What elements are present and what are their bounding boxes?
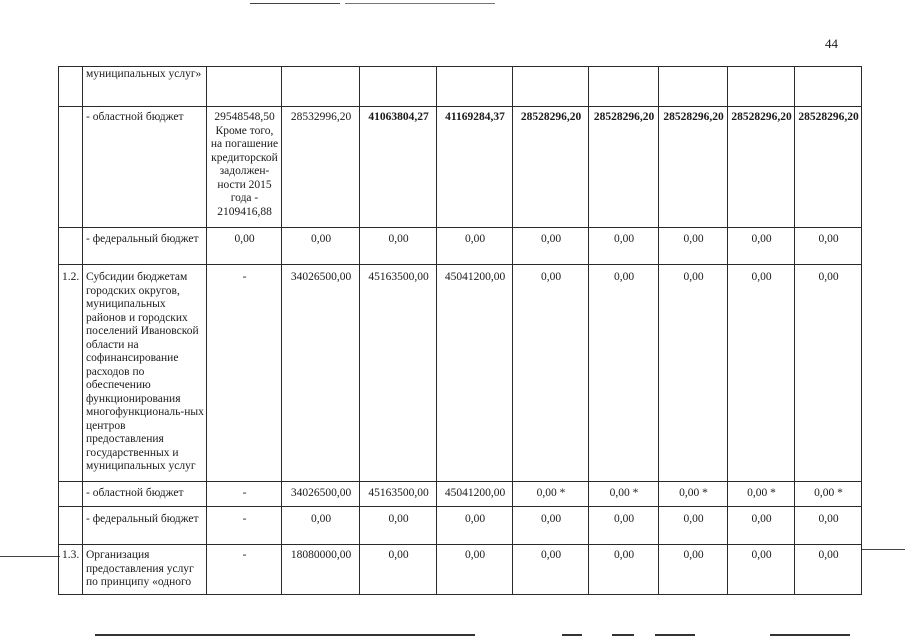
row-number: 1.2. [59,265,83,482]
value-cell: - [207,545,282,595]
value-cell [282,67,360,107]
row-name: муниципальных услуг» [83,67,207,107]
value-cell: 0,00 [589,265,659,482]
row-name: Организация предоставления услуг по принципу «одного [83,545,207,595]
value-cell: 0,00 [795,265,862,482]
value-cell: 0,00 [795,507,862,545]
value-cell: 28528296,20 [513,107,589,228]
row-number [59,507,83,545]
value-cell: 0,00 [513,545,589,595]
scan-artifact-bottom [612,634,634,636]
value-cell: 0,00 [437,545,513,595]
value-cell: 18080000,00 [282,545,360,595]
value-cell: 0,00 [360,228,437,265]
row-name: - областной бюджет [83,107,207,228]
table-row [59,265,862,482]
value-cell: 34026500,00 [282,482,360,507]
value-cell: 0,00 * [659,482,728,507]
value-cell: - [207,265,282,482]
value-cell: 0,00 [728,228,795,265]
value-cell [513,67,589,107]
value-cell: 0,00 [437,228,513,265]
value-cell: 0,00 [513,228,589,265]
row-number [59,67,83,107]
table-row [59,545,862,595]
value-cell [728,67,795,107]
table-row [59,228,862,265]
value-cell: 0,00 [282,507,360,545]
value-cell: 0,00 [659,507,728,545]
table-row [59,482,862,507]
value-cell: 28532996,20 [282,107,360,228]
value-cell: 29548548,50 Кроме того, на погашение кредиторской задолжен-ности 2015 года - 2109416,88 [207,107,282,228]
value-cell: 28528296,20 [795,107,862,228]
value-cell [360,67,437,107]
row-number [59,107,83,228]
scan-artifact-left [0,556,60,557]
value-cell: 45041200,00 [437,482,513,507]
table-row [59,67,862,107]
value-cell: 0,00 [589,507,659,545]
value-cell: 0,00 [728,265,795,482]
value-cell: 0,00 [360,507,437,545]
row-name: - федеральный бюджет [83,507,207,545]
row-number: 1.3. [59,545,83,595]
value-cell [437,67,513,107]
value-cell: 0,00 * [589,482,659,507]
value-cell: 41063804,27 [360,107,437,228]
row-number [59,482,83,507]
scan-artifact-right [862,549,905,550]
value-cell: 0,00 [513,507,589,545]
row-name: Субсидии бюджетам городских округов, муниципальных районов и городских поселений Ивановской области на софинансирование расходов по обеспечению функционирования многофункциональ-ных центров предоставления государственных и муниципальных услуг [83,265,207,482]
value-cell: 0,00 [513,265,589,482]
value-cell [207,67,282,107]
value-cell [589,67,659,107]
row-name: - областной бюджет [83,482,207,507]
scan-artifact-bottom [655,634,695,636]
value-cell: 0,00 [728,507,795,545]
scan-artifact-bottom [770,634,850,636]
table-row [59,107,862,228]
value-cell: 0,00 [589,228,659,265]
value-cell: - [207,482,282,507]
row-name: - федеральный бюджет [83,228,207,265]
row-number [59,228,83,265]
value-cell: 0,00 [795,228,862,265]
value-cell: 0,00 * [728,482,795,507]
value-cell: 0,00 [360,545,437,595]
value-cell: 0,00 [795,545,862,595]
value-cell [659,67,728,107]
value-cell: 41169284,37 [437,107,513,228]
scan-artifact-top [250,3,340,4]
budget-table [58,66,862,595]
value-cell: 0,00 [207,228,282,265]
value-cell: 45163500,00 [360,482,437,507]
value-cell: 45163500,00 [360,265,437,482]
value-cell: 0,00 * [513,482,589,507]
value-cell: 34026500,00 [282,265,360,482]
value-cell: 0,00 [437,507,513,545]
scan-artifact-bottom [562,634,582,636]
value-cell: 0,00 [728,545,795,595]
page-number: 44 [825,36,838,51]
value-cell: - [207,507,282,545]
value-cell: 28528296,20 [589,107,659,228]
table-row [59,507,862,545]
value-cell: 0,00 * [795,482,862,507]
scan-artifact-bottom [95,634,475,636]
value-cell: 28528296,20 [728,107,795,228]
value-cell: 45041200,00 [437,265,513,482]
value-cell: 0,00 [589,545,659,595]
value-cell: 0,00 [282,228,360,265]
value-cell: 0,00 [659,545,728,595]
value-cell: 28528296,20 [659,107,728,228]
value-cell: 0,00 [659,265,728,482]
value-cell [795,67,862,107]
value-cell: 0,00 [659,228,728,265]
scan-artifact-top [345,3,495,4]
